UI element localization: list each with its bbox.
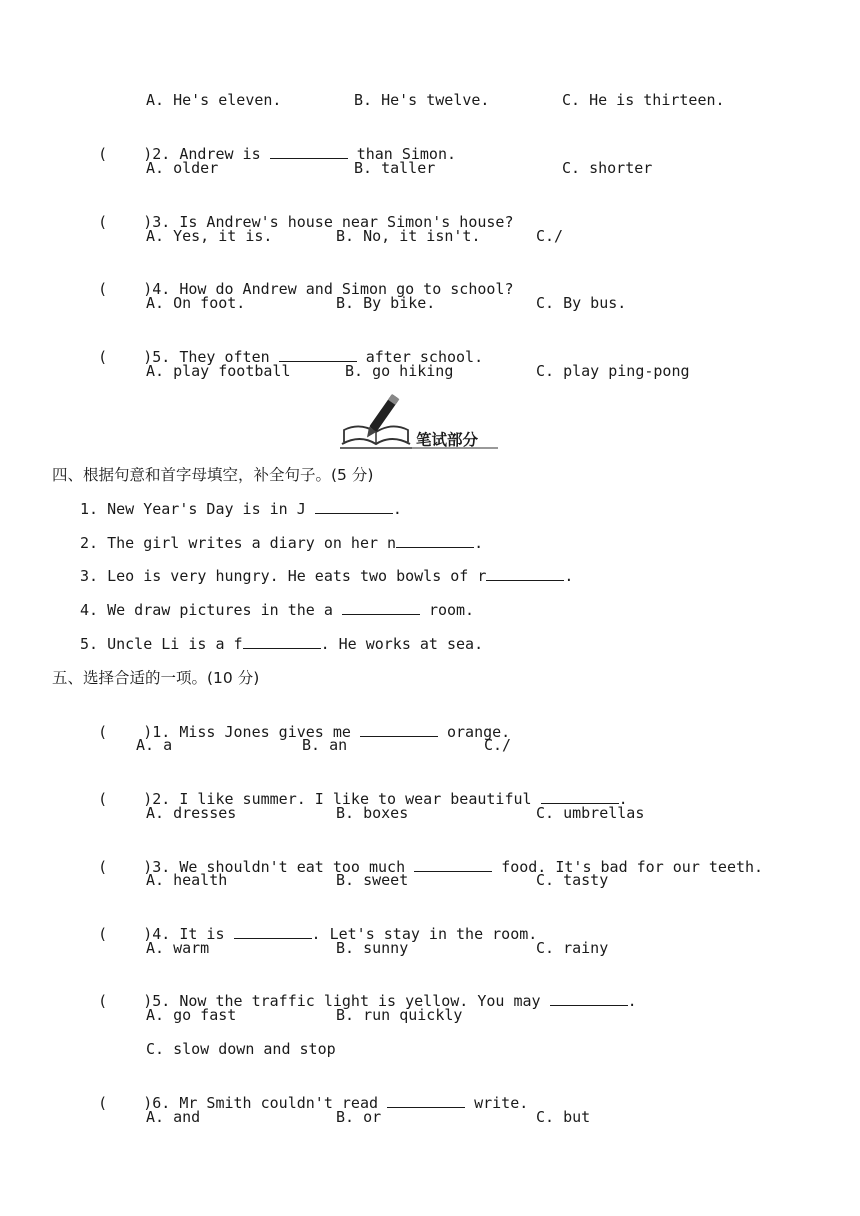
option-a: A. warm (146, 939, 210, 957)
option-a: A. and (146, 1108, 201, 1126)
fill-item: 4. We draw pictures in the a room. (80, 601, 475, 619)
option-a: A. older (146, 159, 219, 177)
answer-blank[interactable] (234, 924, 312, 939)
answer-paren[interactable]: ( (98, 145, 108, 163)
option-a: A. a (136, 736, 173, 754)
fill-item: 3. Leo is very hungry. He eats two bowls of r . (80, 567, 574, 585)
option-a: A. Yes, it is. (146, 227, 273, 245)
option-c: C./ (484, 736, 512, 754)
answer-paren[interactable]: ( (98, 925, 108, 943)
answer-paren[interactable]: ( (98, 790, 108, 808)
question-number: )3. (143, 213, 171, 231)
answer-blank[interactable] (550, 991, 628, 1006)
question-stem: How do Andrew and Simon go to school? (179, 280, 514, 298)
option-a: A. He's eleven. (146, 91, 282, 109)
question-number: )6. (143, 1094, 171, 1112)
answer-blank[interactable] (396, 533, 474, 548)
option-a: A. On foot. (146, 294, 246, 312)
section-banner-title: 笔试部分 (416, 431, 479, 449)
option-b: B. or (336, 1108, 382, 1126)
question-number: )4. (143, 925, 171, 943)
answer-paren[interactable]: ( (98, 723, 108, 741)
option-b: B. an (302, 736, 348, 754)
answer-blank[interactable] (414, 857, 492, 872)
question-row: ( )4. It is . Let's stay in the room. (98, 925, 538, 943)
option-b: B. go hiking (345, 362, 454, 380)
option-c: C. play ping-pong (536, 362, 690, 380)
section-heading: 五、选择合适的一项。(10 分) (52, 669, 260, 687)
question-stem-tail: after school. (365, 348, 484, 366)
answer-blank[interactable] (315, 499, 393, 514)
answer-blank[interactable] (541, 789, 619, 804)
option-a: A. play football (146, 362, 291, 380)
answer-blank[interactable] (387, 1093, 465, 1108)
option-c: C. shorter (562, 159, 653, 177)
question-number: )1. (143, 723, 171, 741)
question-row: ( )2. I like summer. I like to wear beautiful . (98, 790, 628, 808)
question-number: )2. (143, 145, 171, 163)
answer-paren[interactable]: ( (98, 858, 108, 876)
option-a: A. go fast (146, 1006, 237, 1024)
question-number: )5. (143, 992, 171, 1010)
option-c: C. umbrellas (536, 804, 645, 822)
answer-blank[interactable] (486, 566, 564, 581)
question-number: )5. (143, 348, 171, 366)
option-c: C. tasty (536, 871, 609, 889)
option-b: B. sweet (336, 871, 409, 889)
question-row: ( )3. We shouldn't eat too much food. It's bad for our teeth. (98, 858, 764, 876)
answer-blank[interactable] (270, 144, 348, 159)
option-b: B. sunny (336, 939, 409, 957)
answer-blank[interactable] (342, 600, 420, 615)
option-c: C. slow down and stop (146, 1040, 336, 1058)
question-row: ( )5. Now the traffic light is yellow. You may . (98, 992, 637, 1010)
option-b: B. No, it isn't. (336, 227, 481, 245)
fill-item: 5. Uncle Li is a f . He works at sea. (80, 635, 484, 653)
question-row: ( )6. Mr Smith couldn't read write. (98, 1094, 529, 1112)
answer-paren[interactable]: ( (98, 280, 108, 298)
question-stem: Is Andrew's house near Simon's house? (179, 213, 514, 231)
answer-blank[interactable] (360, 722, 438, 737)
question-row: ( )1. Miss Jones gives me orange. (98, 723, 511, 741)
option-b: B. taller (354, 159, 436, 177)
question-stem: Andrew is (179, 145, 261, 163)
option-c: C. but (536, 1108, 591, 1126)
fill-item: 2. The girl writes a diary on her n . (80, 534, 484, 552)
answer-paren[interactable]: ( (98, 992, 108, 1010)
answer-paren[interactable]: ( (98, 213, 108, 231)
section-heading: 四、根据句意和首字母填空，补全句子。(5 分) (52, 466, 374, 484)
answer-blank[interactable] (243, 634, 321, 649)
answer-paren[interactable]: ( (98, 348, 108, 366)
answer-blank[interactable] (279, 347, 357, 362)
option-b: B. By bike. (336, 294, 436, 312)
option-c: C./ (536, 227, 564, 245)
fill-item: 1. New Year's Day is in J . (80, 500, 402, 518)
answer-paren[interactable]: ( (98, 1094, 108, 1112)
option-b: B. run quickly (336, 1006, 463, 1024)
question-stem-tail: than Simon. (356, 145, 457, 163)
question-stem: They often (179, 348, 270, 366)
option-b: B. boxes (336, 804, 409, 822)
question-number: )3. (143, 858, 171, 876)
option-c: C. He is thirteen. (562, 91, 725, 109)
question-number: )2. (143, 790, 171, 808)
option-c: C. By bus. (536, 294, 627, 312)
option-b: B. He's twelve. (354, 91, 490, 109)
option-c: C. rainy (536, 939, 609, 957)
option-a: A. health (146, 871, 228, 889)
option-a: A. dresses (146, 804, 237, 822)
question-number: )4. (143, 280, 171, 298)
